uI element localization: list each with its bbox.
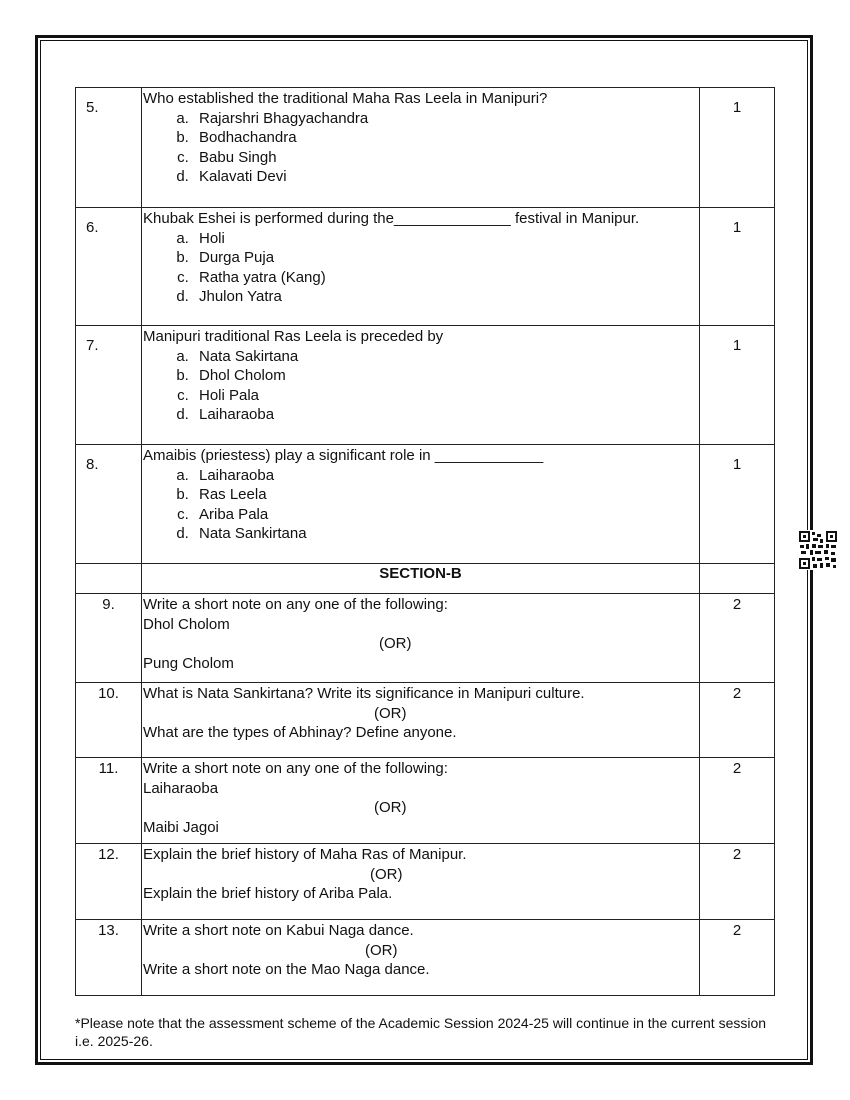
question-row [76, 683, 775, 758]
option-item: b. Dhol Cholom [193, 366, 699, 386]
section-row [76, 564, 775, 594]
question-text: Who established the traditional Maha Ras Leela in Manipuri? [143, 90, 548, 107]
question-cell [142, 88, 700, 208]
question-cell [142, 758, 700, 844]
question-number: 9. [76, 594, 142, 683]
question-number: 11. [76, 758, 142, 844]
question-number: 13. [76, 920, 142, 996]
question-row [76, 758, 775, 844]
question-table [75, 87, 775, 996]
question-number: 10. [76, 683, 142, 758]
question-text: Dhol Cholom [143, 615, 230, 633]
question-text: Write a short note on any one of the following: [143, 596, 448, 613]
marks-cell: 1 [700, 208, 775, 326]
question-text: Explain the brief history of Maha Ras of Manipur. [143, 846, 467, 863]
or-label: (OR) [379, 635, 412, 652]
question-number: 12. [76, 844, 142, 920]
footnote: *Please note that the assessment scheme of the Academic Session 2024-25 will continue in the current session i.e. 2025-26. [75, 1015, 767, 1049]
or-label: (OR) [365, 941, 398, 959]
option-item: d. Jhulon Yatra [193, 287, 699, 307]
marks-cell: 2 [700, 683, 775, 758]
question-text: Laiharaoba [143, 779, 219, 797]
options-list [143, 229, 699, 307]
options-list [143, 466, 699, 544]
option-item: d. Nata Sankirtana [193, 524, 699, 544]
option-item: a. Nata Sakirtana [193, 347, 699, 367]
option-item: a. Rajarshri Bhagyachandra [193, 109, 699, 129]
question-row [76, 445, 775, 564]
question-row [76, 88, 775, 208]
question-number: 6. [76, 208, 142, 326]
question-text: Manipuri traditional Ras Leela is preceded by [143, 328, 444, 345]
option-item: d. Kalavati Devi [193, 167, 699, 187]
question-number: 7. [76, 326, 142, 445]
question-cell [142, 208, 700, 326]
options-list [143, 109, 699, 187]
question-cell [142, 683, 700, 758]
option-item: c. Ratha yatra (Kang) [193, 268, 699, 288]
option-item: d. Laiharaoba [193, 405, 699, 425]
question-row [76, 208, 775, 326]
or-label: (OR) [370, 865, 403, 883]
question-text: Write a short note on any one of the following: [143, 760, 448, 777]
question-text: Explain the brief history of Ariba Pala. [143, 885, 393, 902]
question-number: 5. [76, 88, 142, 208]
empty-cell [700, 564, 775, 594]
options-list [143, 347, 699, 425]
option-item: a. Laiharaoba [193, 466, 699, 486]
question-row [76, 920, 775, 996]
marks-cell: 2 [700, 758, 775, 844]
empty-cell [76, 564, 142, 594]
option-item: a. Holi [193, 229, 699, 249]
question-row [76, 594, 775, 683]
option-item: b. Bodhachandra [193, 128, 699, 148]
qr-code-icon [798, 530, 838, 570]
question-text: What are the types of Abhinay? Define anyone. [143, 724, 457, 741]
or-label: (OR) [374, 799, 407, 816]
option-item: c. Ariba Pala [193, 505, 699, 525]
question-text: Maibi Jagoi [143, 818, 219, 836]
question-number: 8. [76, 445, 142, 564]
question-cell [142, 844, 700, 920]
marks-cell: 1 [700, 445, 775, 564]
or-label: (OR) [374, 704, 407, 722]
question-text: Pung Cholom [143, 654, 234, 672]
marks-cell: 2 [700, 594, 775, 683]
question-text: Amaibis (priestess) play a significant role in _____________ [143, 447, 544, 464]
section-title: SECTION-B [142, 564, 700, 594]
option-item: b. Durga Puja [193, 248, 699, 268]
question-cell [142, 445, 700, 564]
question-cell [142, 326, 700, 445]
option-item: b. Ras Leela [193, 485, 699, 505]
question-text: What is Nata Sankirtana? Write its significance in Manipuri culture. [143, 685, 585, 702]
question-text: Khubak Eshei is performed during the______________ festival in Manipur. [143, 210, 640, 227]
marks-cell: 1 [700, 326, 775, 445]
question-cell [142, 594, 700, 683]
question-row [76, 326, 775, 445]
question-cell [142, 920, 700, 996]
marks-cell: 1 [700, 88, 775, 208]
question-text: Write a short note on the Mao Naga dance. [143, 961, 430, 978]
option-item: c. Babu Singh [193, 148, 699, 168]
question-row [76, 844, 775, 920]
question-text: Write a short note on Kabui Naga dance. [143, 922, 414, 939]
option-item: c. Holi Pala [193, 386, 699, 406]
marks-cell: 2 [700, 920, 775, 996]
marks-cell: 2 [700, 844, 775, 920]
